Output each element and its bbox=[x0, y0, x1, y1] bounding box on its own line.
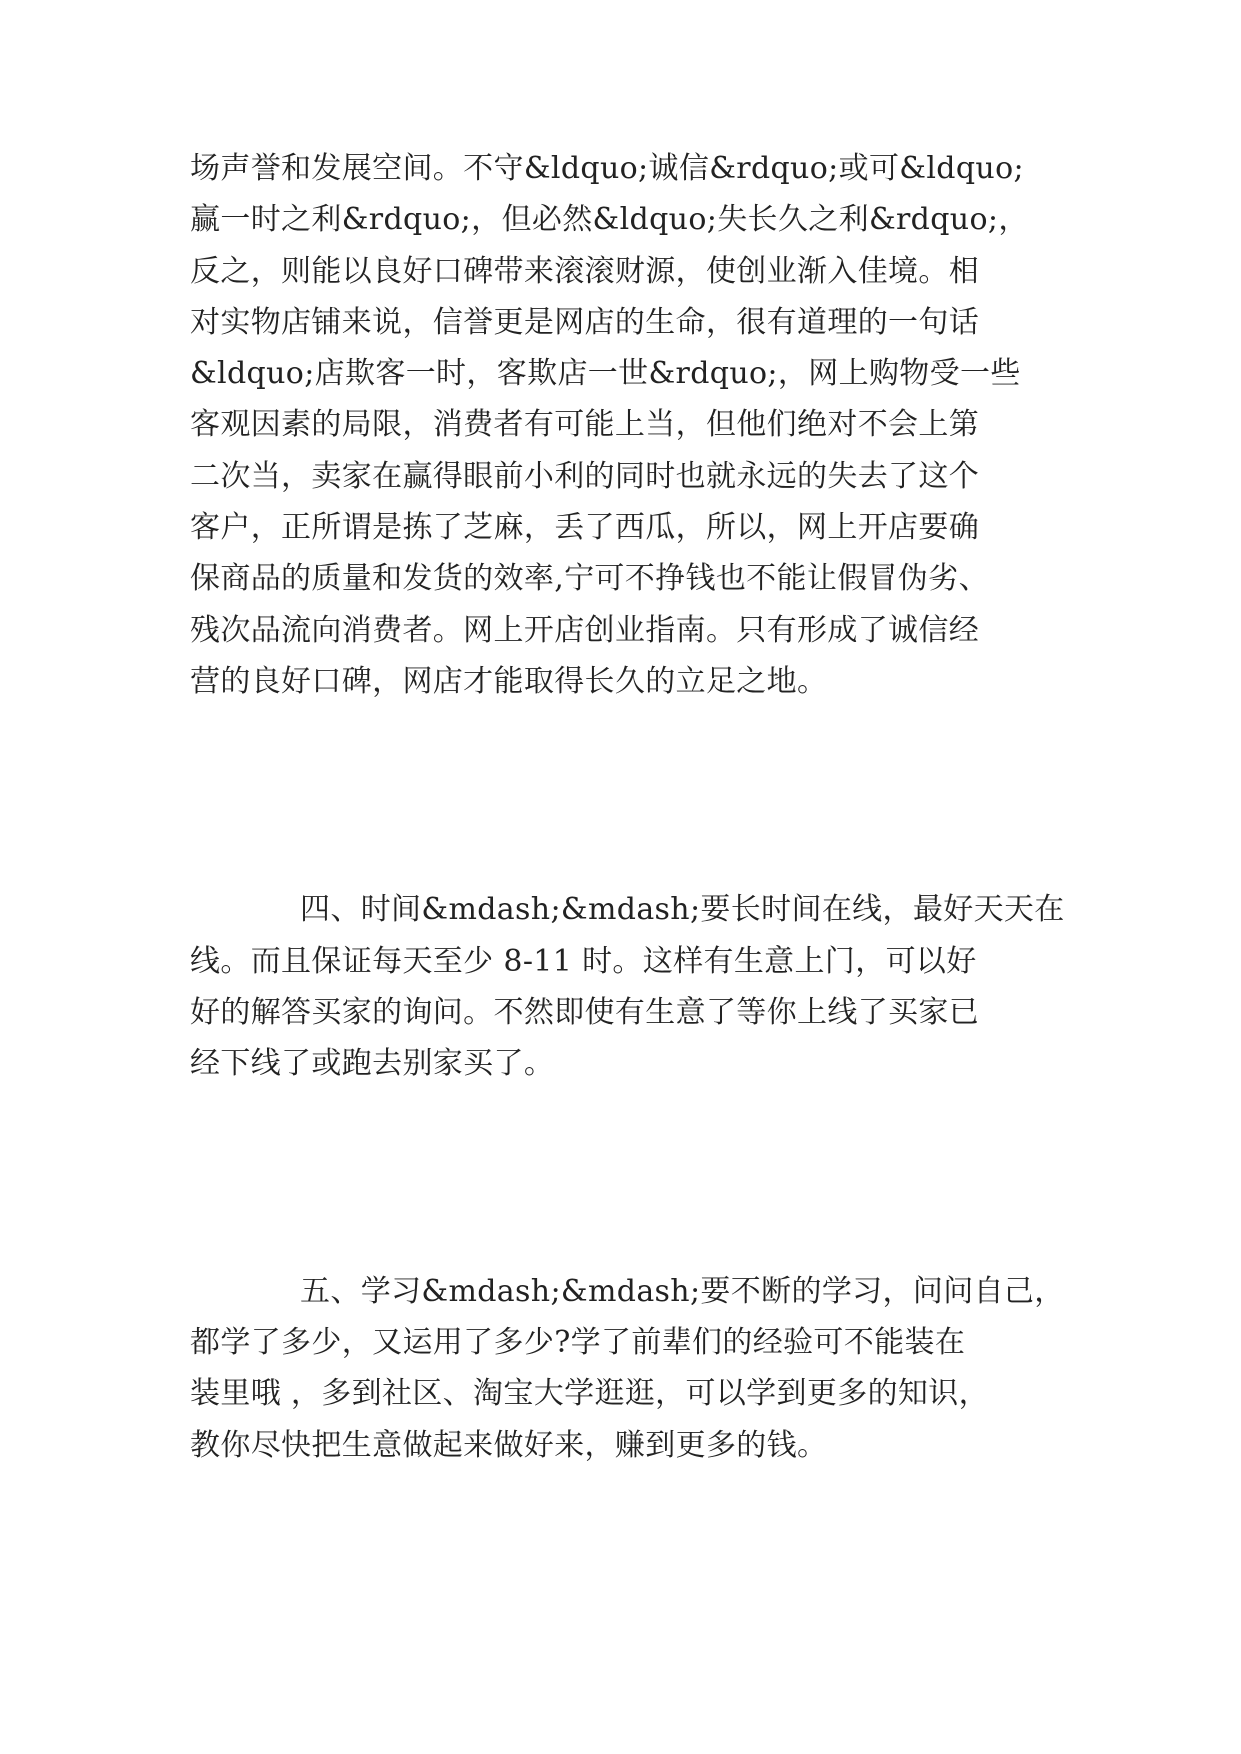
paragraph-3-line: 保商品的质量和发货的效率,宁可不挣钱也不能让假冒伪劣、 bbox=[190, 561, 989, 596]
paragraph-4-line: 好的解答买家的询问。不然即使有生意了等你上线了买家已 bbox=[190, 995, 980, 1030]
paragraph-3-line: 营的良好口碑，网店才能取得长久的立足之地。 bbox=[190, 664, 828, 699]
paragraph-5-line: 装里哦 ，多到社区、淘宝大学逛逛，可以学到更多的知识， bbox=[190, 1376, 989, 1411]
paragraph-3-line: 场声誉和发展空间。不守&ldquo;诚信&rdquo;或可&ldquo; bbox=[190, 151, 1024, 186]
paragraph-5-line: 都学了多少，又运用了多少?学了前辈们的经验可不能装在 bbox=[190, 1325, 966, 1360]
paragraph-3-line: 客户，正所谓是拣了芝麻，丢了西瓜，所以，网上开店要确 bbox=[190, 510, 980, 545]
paragraph-5-line: 五、学习&mdash;&mdash;要不断的学习，问问自己， bbox=[300, 1274, 1065, 1309]
paragraph-3-line: 残次品流向消费者。网上开店创业指南。只有形成了诚信经 bbox=[190, 613, 980, 648]
paragraph-3-line: 赢一时之利&rdquo;，但必然&ldquo;失长久之利&rdquo;， bbox=[190, 202, 1029, 237]
paragraph-4-line: 四、时间&mdash;&mdash;要长时间在线，最好天天在 bbox=[300, 892, 1065, 927]
paragraph-4-line: 经下线了或跑去别家买了。 bbox=[190, 1046, 555, 1081]
paragraph-3-line: 对实物店铺来说，信誉更是网店的生命，很有道理的一句话 bbox=[190, 305, 980, 340]
paragraph-3-line: 客观因素的局限，消费者有可能上当，但他们绝对不会上第 bbox=[190, 407, 980, 442]
paragraph-3-line: 二次当，卖家在赢得眼前小利的同时也就永远的失去了这个 bbox=[190, 459, 980, 494]
paragraph-4-line: 线。而且保证每天至少 8-11 时。这样有生意上门，可以好 bbox=[190, 944, 977, 979]
paragraph-5-line: 教你尽快把生意做起来做好来，赚到更多的钱。 bbox=[190, 1428, 828, 1463]
paragraph-3-line: 反之，则能以良好口碑带来滚滚财源，使创业渐入佳境。相 bbox=[190, 254, 980, 289]
paragraph-3-line: &ldquo;店欺客一时，客欺店一世&rdquo;，网上购物受一些 bbox=[190, 356, 1021, 391]
